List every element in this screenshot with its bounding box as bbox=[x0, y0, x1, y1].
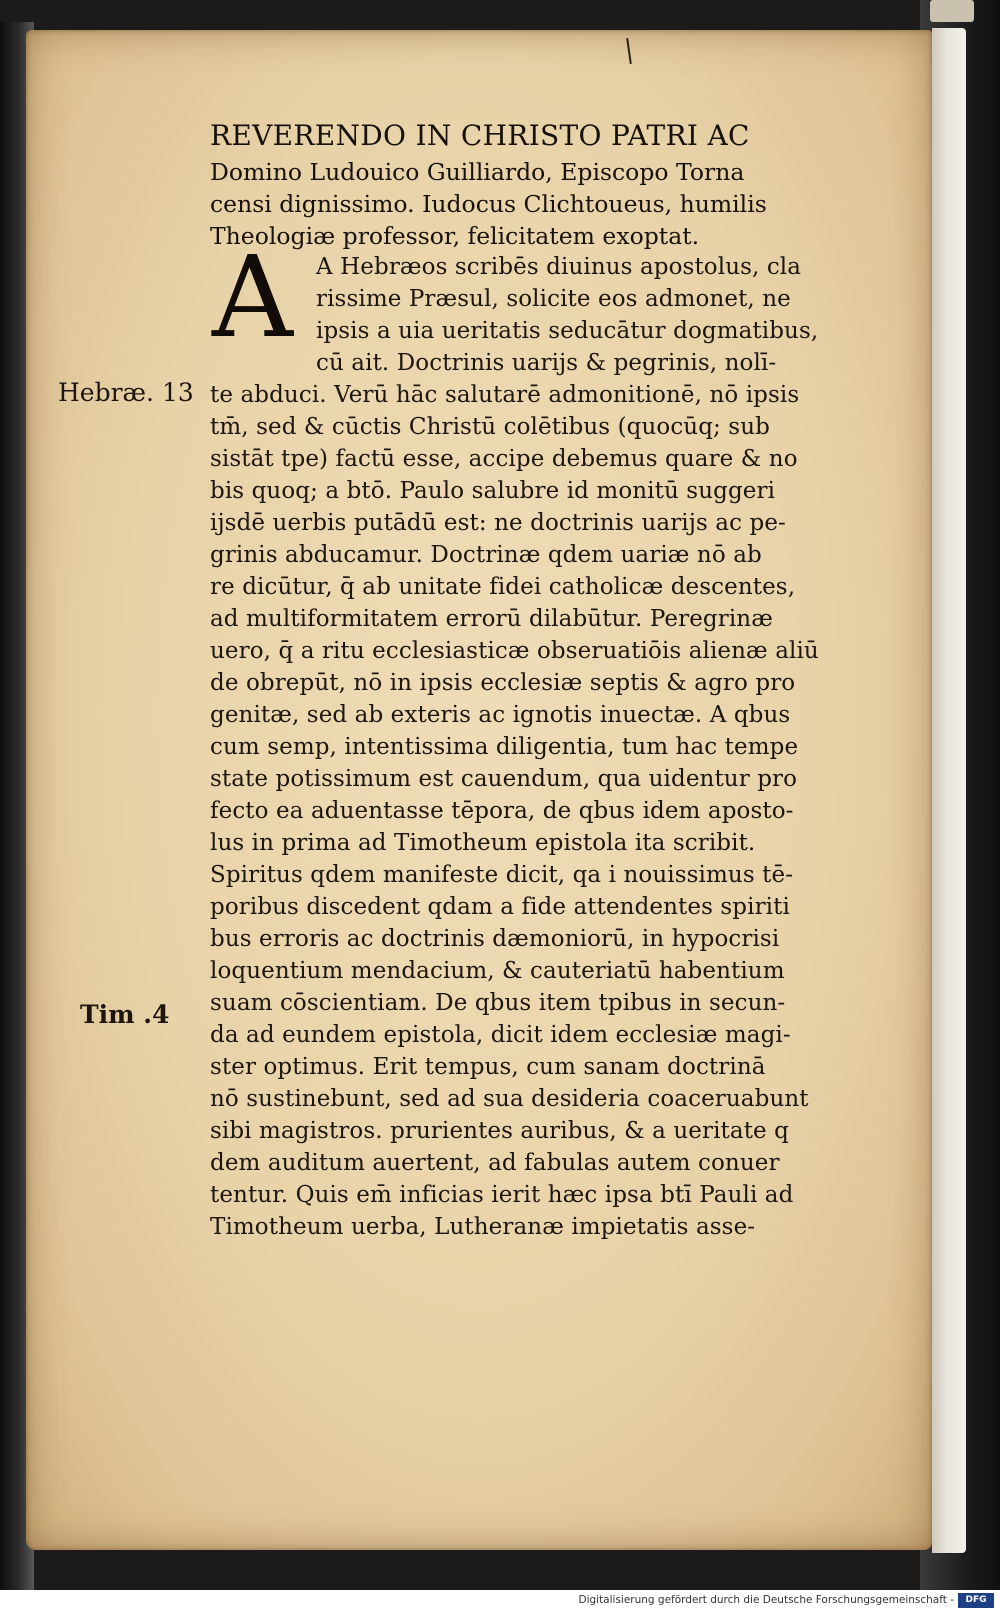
body-line: cum semp, intentissima diligentia, tum hac tempe bbox=[210, 734, 799, 760]
body-line-indented-4: cū ait. Doctrinis uarijs & pegrinis, nolī- bbox=[316, 350, 777, 376]
body-line: fecto ea aduentasse tēpora, de qbus idem aposto- bbox=[210, 798, 794, 824]
body-line: bus erroris ac doctrinis dæmoniorū, in hypocrisi bbox=[210, 926, 780, 952]
body-line: genitæ, sed ab exteris ac ignotis inuectæ. A qbus bbox=[210, 702, 791, 728]
body-line-indented-2: rissime Præsul, solicite eos admonet, ne bbox=[316, 286, 791, 312]
body-line: nō sustinebunt, sed ad sua desideria coaceruabunt bbox=[210, 1086, 809, 1112]
body-line: dem auditum auertent, ad fabulas autem conuer bbox=[210, 1150, 780, 1176]
adjacent-page-edge bbox=[932, 28, 966, 1553]
body-line: Timotheum uerba, Lutheranæ impietatis asse- bbox=[210, 1214, 756, 1240]
digitization-footer bbox=[0, 1590, 1000, 1612]
body-line: te abduci. Verū hāc salutarē admonitionē, nō ipsis bbox=[210, 382, 800, 408]
body-line: lus in prima ad Timotheum epistola ita scribit. bbox=[210, 830, 756, 856]
body-line: ijsdē uerbis putādū est: ne doctrinis uarijs ac pe- bbox=[210, 510, 786, 536]
body-line-indented-3: ipsis a uia ueritatis seducātur dogmatibus, bbox=[316, 318, 819, 344]
drop-cap-initial: A bbox=[212, 233, 293, 363]
body-line: da ad eundem epistola, dicit idem ecclesiæ magi- bbox=[210, 1022, 791, 1048]
body-line-indented-1: A Hebræos scribēs diuinus apostolus, cla bbox=[316, 254, 802, 280]
body-line: loquentium mendacium, & cauteriatū habentium bbox=[210, 958, 785, 984]
body-line: sibi magistros. prurientes auribus, & a ueritate q bbox=[210, 1118, 789, 1144]
body-line: state potissimum est cauendum, qua uidentur pro bbox=[210, 766, 798, 792]
body-line: tm̄, sed & cūctis Christū colētibus (quocūq; sub bbox=[210, 414, 770, 440]
body-line: de obrepūt, nō in ipsis ecclesiæ septis & agro pro bbox=[210, 670, 796, 696]
body-line: suam cōscientiam. De qbus item tpibus in secun- bbox=[210, 990, 786, 1016]
body-line: tentur. Quis em̄ inficias ierit hæc ipsa btī Pauli ad bbox=[210, 1182, 794, 1208]
dedication-heading: REVERENDO IN CHRISTO PATRI AC bbox=[210, 119, 750, 152]
body-line: ster optimus. Erit tempus, cum sanam doctrinā bbox=[210, 1054, 766, 1080]
body-line: bis quoq; a btō. Paulo salubre id monitū suggeri bbox=[210, 478, 776, 504]
page-tab bbox=[930, 0, 974, 22]
marginal-note-hebrews: Hebræ. 13 bbox=[58, 378, 194, 407]
dfg-logo: DFG bbox=[958, 1593, 994, 1608]
address-line-2: censi dignissimo. Iudocus Clichtoueus, humilis bbox=[210, 190, 767, 218]
funding-credit: Digitalisierung gefördert durch die Deutsche Forschungsgemeinschaft - bbox=[578, 1594, 954, 1606]
body-line: Spiritus qdem manifeste dicit, qa i nouissimus tē- bbox=[210, 862, 794, 888]
address-line-3: Theologiæ professor, felicitatem exoptat. bbox=[210, 222, 700, 250]
body-line: ad multiformitatem errorū dilabūtur. Peregrinæ bbox=[210, 606, 773, 632]
body-line: re dicūtur, q̄ ab unitate fidei catholicæ descentes, bbox=[210, 574, 796, 600]
address-line-1: Domino Ludouico Guilliardo, Episcopo Torna bbox=[210, 158, 745, 186]
body-line: poribus discedent qdam a fide attendentes spiriti bbox=[210, 894, 790, 920]
marginal-note-timothy: Tim .4 bbox=[80, 1000, 170, 1029]
body-line: sistāt tpe) factū esse, accipe debemus quare & no bbox=[210, 446, 798, 472]
body-line: grinis abducamur. Doctrinæ qdem uariæ nō ab bbox=[210, 542, 762, 568]
body-line: uero, q̄ a ritu ecclesiasticæ obseruatiōis alienæ aliū bbox=[210, 638, 819, 664]
